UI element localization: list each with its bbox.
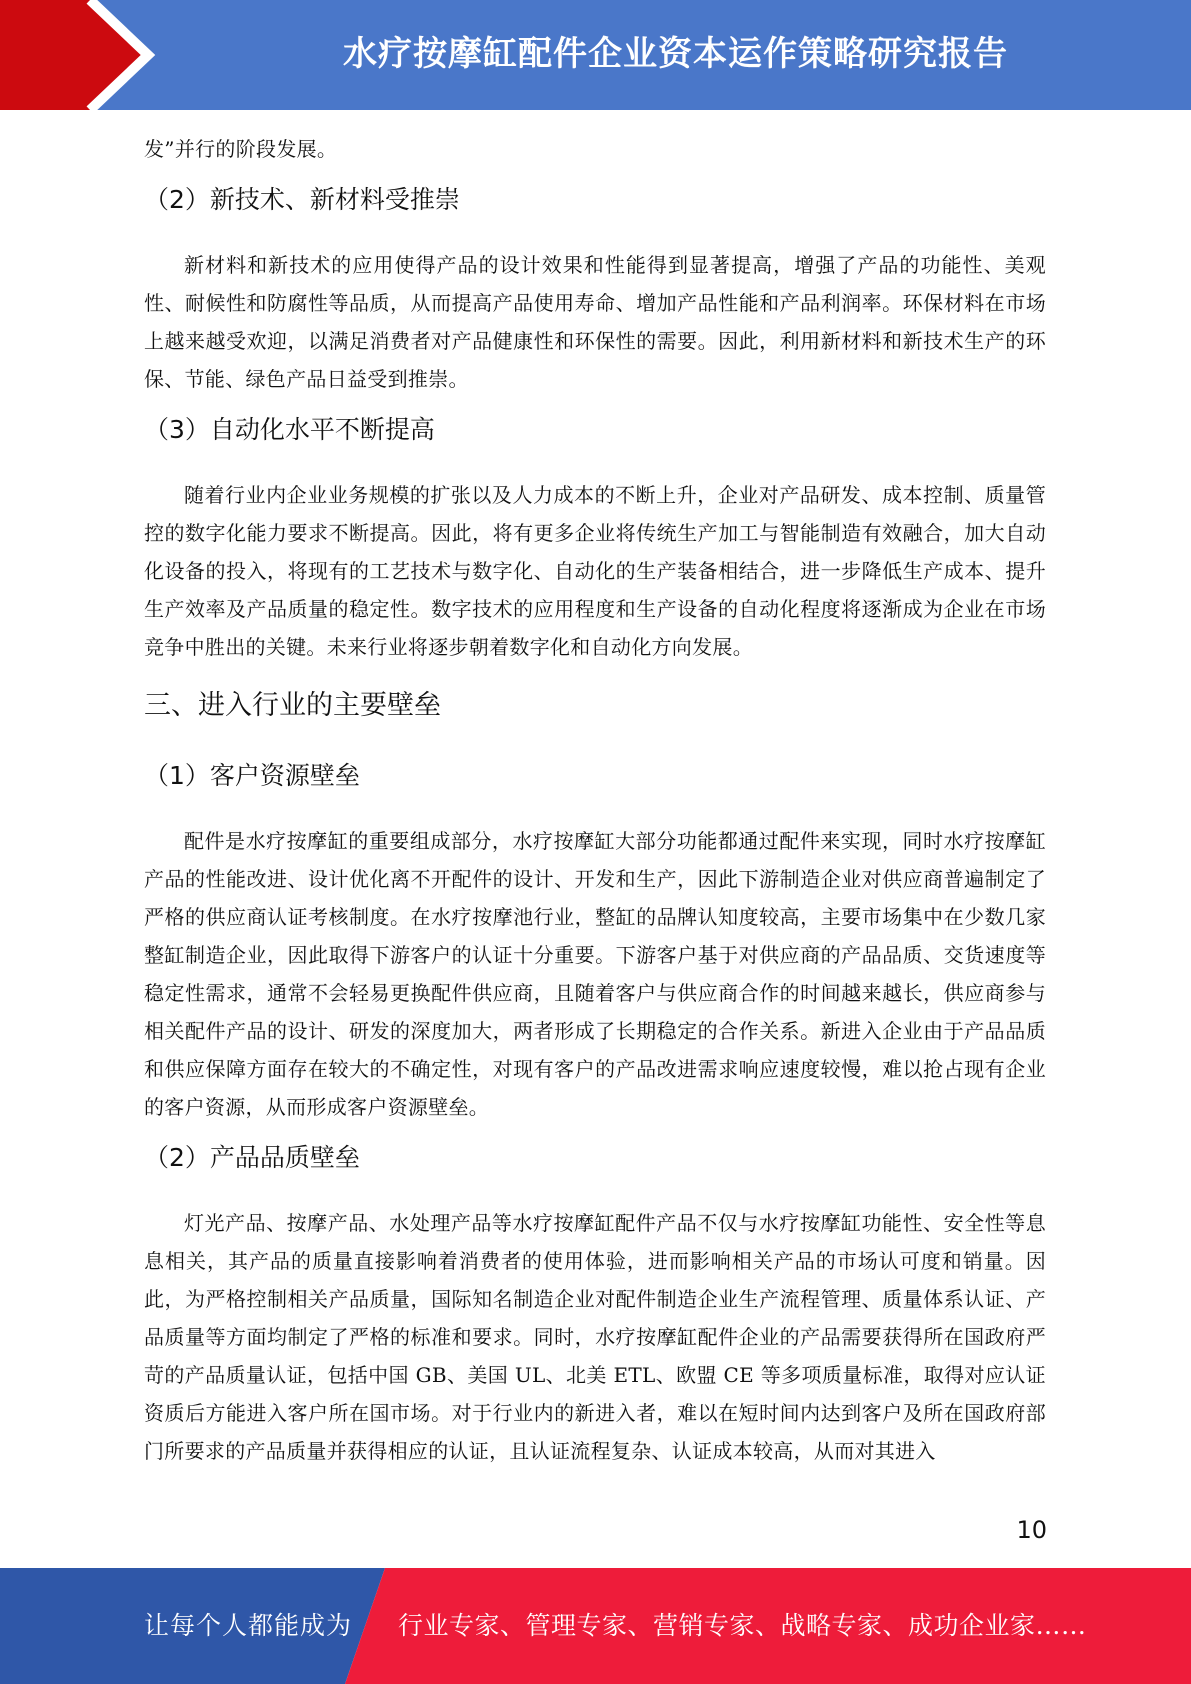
- header-chevron-icon: [0, 0, 160, 110]
- section-heading-new-tech: （2）新技术、新材料受推崇: [144, 185, 460, 214]
- page-number: 10: [1016, 1516, 1047, 1544]
- footer-slogan-left: 让每个人都能成为: [144, 1611, 353, 1640]
- main-heading-barriers: 三、进入行业的主要壁垒: [144, 690, 441, 721]
- report-title: 水疗按摩缸配件企业资本运作策略研究报告: [343, 34, 1008, 74]
- paragraph-customer-barrier: 配件是水疗按摩缸的重要组成部分，水疗按摩缸大部分功能都通过配件来实现，同时水疗按摩缸产品的性能改进、设计优化离不开配件的设计、开发和生产，因此下游制造企业对供应商普遍制定了严格的供应商认证考核制度。在水疗按摩池行业，整缸的品牌认知度较高，主要市场集中在少数几家整缸制造企业，因此取得下游客户的认证十分重要。下游客户基于对供应商的产品品质、交货速度等稳定性需求，通常不会轻易更换配件供应商，且随着客户与供应商合作的时间越来越长，供应商参与相关配件产品的设计、研发的深度加大，两者形成了长期稳定的合作关系。新进入企业由于产品品质和供应保障方面存在较大的不确定性，对现有客户的产品改进需求响应速度较慢，难以抢占现有企业的客户资源，从而形成客户资源壁垒。: [144, 829, 1046, 1119]
- section-heading-quality-barrier: （2）产品品质壁垒: [144, 1143, 360, 1172]
- paragraph-new-tech: 新材料和新技术的应用使得产品的设计效果和性能得到显著提高，增强了产品的功能性、美观性、耐候性和防腐性等品质，从而提高产品使用寿命、增加产品性能和产品利润率。环保材料在市场上越来越受欢迎，以满足消费者对产品健康性和环保性的需要。因此，利用新材料和新技术生产的环保、节能、绿色产品日益受到推崇。: [144, 253, 1046, 391]
- paragraph-automation: 随着行业内企业业务规模的扩张以及人力成本的不断上升，企业对产品研发、成本控制、质量管控的数字化能力要求不断提高。因此，将有更多企业将传统生产加工与智能制造有效融合，加大自动化设备的投入，将现有的工艺技术与数字化、自动化的生产装备相结合，进一步降低生产成本、提升生产效率及产品质量的稳定性。数字技术的应用程度和生产设备的自动化程度将逐渐成为企业在市场竞争中胜出的关键。未来行业将逐步朝着数字化和自动化方向发展。: [144, 483, 1046, 659]
- section-heading-automation: （3）自动化水平不断提高: [144, 415, 435, 444]
- intro-tail-paragraph: 发”并行的阶段发展。: [144, 137, 338, 161]
- page-footer: [0, 1568, 1191, 1684]
- page-header: [0, 0, 1191, 110]
- footer-slogan-right: 行业专家、管理专家、营销专家、战略专家、成功企业家……: [398, 1611, 1087, 1640]
- paragraph-quality-barrier: 灯光产品、按摩产品、水处理产品等水疗按摩缸配件产品不仅与水疗按摩缸功能性、安全性等息息相关，其产品的质量直接影响着消费者的使用体验，进而影响相关产品的市场认可度和销量。因此，为严格控制相关产品质量，国际知名制造企业对配件制造企业生产流程管理、质量体系认证、产品质量等方面均制定了严格的标准和要求。同时，水疗按摩缸配件企业的产品需要获得所在国政府严苛的产品质量认证，包括中国 GB、美国 UL、北美 ETL、欧盟 CE 等多项质量标准，取得对应认证资质后方能进入客户所在国市场。对于行业内的新进入者，难以在短时间内达到客户及所在国政府部门所要求的产品质量并获得相应的认证，且认证流程复杂、认证成本较高，从而对其进入: [144, 1211, 1046, 1463]
- section-heading-customer-barrier: （1）客户资源壁垒: [144, 761, 360, 790]
- report-body: [144, 130, 1046, 1470]
